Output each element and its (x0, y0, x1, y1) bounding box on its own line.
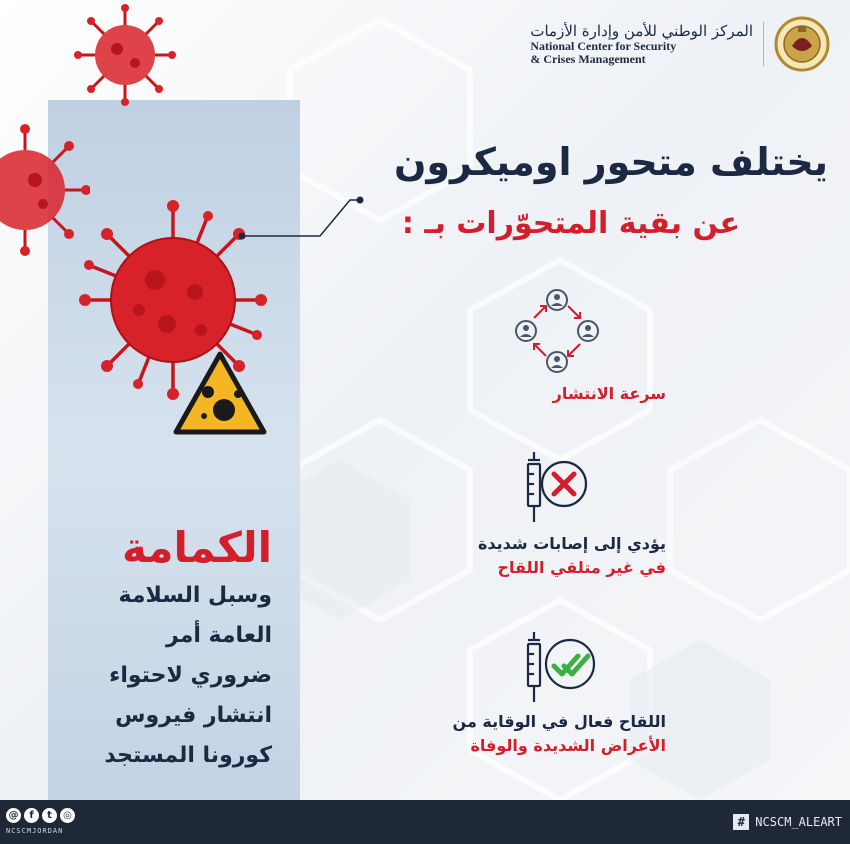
feature-1-text (553, 382, 666, 406)
syringe-cross-icon (520, 450, 592, 526)
twitter-icon[interactable]: t (42, 808, 57, 823)
advice-line-2: العامة أمر (166, 623, 272, 648)
headline-line2: عن بقية المتحوّرات بـ : (401, 206, 740, 241)
at-icon[interactable]: @ (6, 808, 21, 823)
facebook-icon[interactable]: f (24, 808, 39, 823)
advice-line-4: انتشار فيروس (115, 703, 272, 728)
advice-title: الكمامة (122, 523, 272, 572)
org-logo (530, 14, 830, 74)
org-name-en-line2: & Crises Management (530, 52, 646, 66)
feature-3-text (453, 710, 666, 758)
advice-line-5: كورونا المستجد (104, 743, 272, 768)
org-name-en-line1: National Center for Security (530, 39, 677, 53)
headline-line1: يختلف متحور اوميكرون (394, 140, 828, 184)
social-icons (6, 808, 75, 823)
syringe-check-icon (520, 630, 600, 706)
hash-icon: # (733, 814, 749, 830)
hashtag-text: NCSCM_ALEART (755, 815, 842, 829)
feature-3-line2: الأعراض الشديدة والوفاة (470, 736, 666, 755)
people-cycle-icon (512, 286, 602, 376)
advice-line-3: ضروري لاحتواء (109, 663, 272, 688)
feature-2-text (478, 532, 666, 580)
feature-3-line1: اللقاح فعال في الوقاية من (452, 712, 666, 731)
org-name (530, 22, 764, 66)
feature-1-line1: سرعة الانتشار (552, 384, 666, 403)
advice-block (104, 520, 272, 776)
footer-bar (0, 800, 850, 844)
hashtag (733, 814, 842, 830)
instagram-icon[interactable]: ◎ (60, 808, 75, 823)
social-handle: NCSCMJORDAN (6, 827, 64, 835)
feature-2-line1: يؤدي إلى إصابات شديدة (477, 534, 666, 553)
advice-line-1: وسبل السلامة (118, 583, 272, 608)
org-name-arabic: المركز الوطني للأمن وإدارة الأزمات (530, 22, 753, 40)
royal-emblem-icon (774, 16, 830, 72)
feature-2-line2: في غير متلقي اللقاح (497, 558, 666, 577)
